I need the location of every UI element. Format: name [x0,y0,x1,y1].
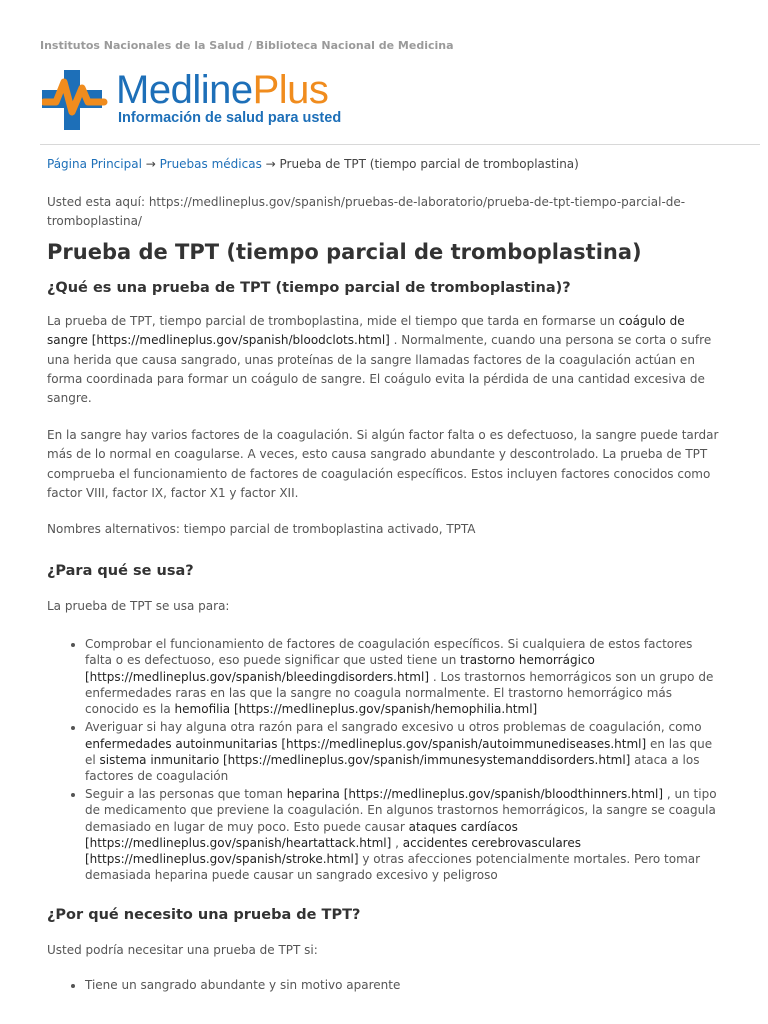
text: Comprobar el funcionamiento de factores de coagulación específicos. Si cualquiera de estos factores falta o es defectuoso, eso puede significar que usted tiene un [85,637,693,668]
link-stroke[interactable]: accidentes cerebrovasculares [https://medlineplus.gov/spanish/stroke.html] [85,835,581,866]
brand-main: Medline [116,68,253,112]
location-text: Usted esta aquí: https://medlineplus.gov/spanish/pruebas-de-laboratorio/prueba-de-tpt-tiempo-parcial-de-tromboplastina/ [47,195,686,229]
medlineplus-logo-icon [42,68,112,132]
link-heart-attack[interactable]: ataques cardíacos [https://medlineplus.gov/spanish/heartattack.html] [85,819,518,850]
text: , un tipo de medicamento que previene la coagulación. En algunos trastornos hemorrágicos, la sangre se coagula demasiado en lugar de muy poco. Esto puede causar [85,787,717,834]
brand-name [116,68,328,112]
paragraph-factors: En la sangre hay varios factores de la coagulación. Si algún factor falta o es defectuoso, la sangre puede tardar más de lo normal en coagularse. A veces, esto causa sangrado abundante y descontrolado. La prueba de TPT comprueba el funcionamiento de factores de coagulación específicos. Estos incluyen factores conocidos como factor VIII, factor IX, factor X1 y factor XII. [47,427,719,501]
text: ataca a los factores de coagulación [85,752,700,783]
breadcrumb-current: Prueba de TPT (tiempo parcial de tromboplastina) [279,157,579,171]
list-item: • Tiene un sangrado abundante y sin motivo aparente [85,977,719,993]
text: La prueba de TPT, tiempo parcial de tromboplastina, mide el tiempo que tarda en formarse un [47,313,619,328]
uses-list [47,636,719,883]
list-item [85,719,719,784]
paragraph-definition [47,312,719,409]
brand-tagline: Información de salud para usted [118,110,342,126]
text: en las que el [85,736,713,767]
breadcrumb [47,156,719,172]
text: Seguir a las personas que toman [85,787,287,802]
organization-line: Institutos Nacionales de la Salud / Biblioteca Nacional de Medicina [40,39,454,52]
breadcrumb-separator: → [261,157,280,171]
link-autoimmune-diseases[interactable]: enfermedades autoinmunitarias [https://medlineplus.gov/spanish/autoimmunediseases.html] [85,736,647,751]
text: . Los trastornos hemorrágicos son un grupo de enfermedades raras en las que la sangre no coagula normalmente. El trastorno hemorrágico más conocido es la [85,669,714,717]
section-heading-what: ¿Qué es una prueba de TPT (tiempo parcial de tromboplastina)? [47,279,571,296]
list-item [85,636,719,717]
list-item [85,786,719,883]
breadcrumb-separator: → [141,157,160,171]
text: , [391,835,403,850]
section-heading-uses: ¿Para qué se usa? [47,562,194,579]
paragraph-uses-intro: La prueba de TPT se usa para: [47,598,230,613]
page-title: Prueba de TPT (tiempo parcial de tromboplastina) [47,239,642,264]
paragraph-alternative-names: Nombres alternativos: tiempo parcial de tromboplastina activado, TPTA [47,522,476,537]
paragraph-why-intro: Usted podría necesitar una prueba de TPT si: [47,943,318,958]
breadcrumb-home-link[interactable]: Página Principal [47,157,142,171]
text: . Normalmente, cuando una persona se corta o sufre una herida que causa sangrado, unas proteínas de la sangre llamadas factores de la coagulación actúan en forma coordinada para formar un coágulo de sangre. El coágulo evita la pérdida de una cantidad excesiva de sangre. [47,333,712,406]
header-divider [40,144,760,145]
link-bleeding-disorders[interactable]: trastorno hemorrágico [https://medlineplus.gov/spanish/bleedingdisorders.html] [85,653,595,684]
link-blood-clots[interactable]: coágulo de sangre [https://medlineplus.gov/spanish/bloodclots.html] [47,313,685,348]
section-heading-why: ¿Por qué necesito una prueba de TPT? [47,907,361,924]
link-immune-system[interactable]: sistema inmunitario [https://medlineplus.gov/spanish/immunesystemanddisorders.html] [99,752,631,767]
text: y otras afecciones potencialmente mortales. Pero tomar demasiada heparina puede causar un sangrado excesivo y peligroso [85,851,701,883]
text: Averiguar si hay alguna otra razón para el sangrado excesivo u otros problemas de coagulación, como [85,720,702,735]
main-content [47,150,719,995]
breadcrumb-tests-link[interactable]: Pruebas médicas [159,157,262,171]
why-list [47,977,719,993]
medlineplus-logo[interactable] [42,68,362,132]
brand-plus: Plus [252,68,329,112]
link-hemophilia[interactable]: hemofilia [https://medlineplus.gov/spanish/hemophilia.html] [174,702,538,717]
link-heparin[interactable]: heparina [https://medlineplus.gov/spanish/bloodthinners.html] [286,787,664,802]
